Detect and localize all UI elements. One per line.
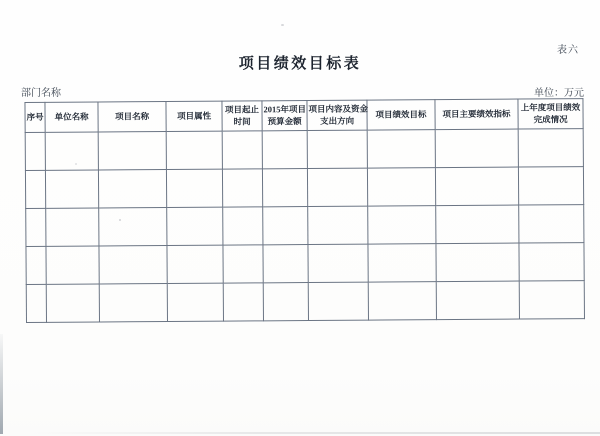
column-header-3: 项目属性 bbox=[166, 101, 222, 131]
column-header-2: 项目名称 bbox=[98, 102, 166, 132]
empty-cell bbox=[166, 169, 222, 207]
empty-cell bbox=[166, 131, 222, 169]
empty-cell bbox=[26, 208, 46, 246]
empty-cell bbox=[98, 170, 166, 208]
empty-cell bbox=[262, 131, 307, 169]
column-header-6: 项目内容及资金 支出方向 bbox=[307, 100, 367, 130]
empty-cell bbox=[98, 132, 166, 170]
performance-table bbox=[24, 98, 585, 323]
empty-cell bbox=[519, 243, 584, 281]
department-name-label: 部门名称 bbox=[21, 88, 61, 99]
empty-cell bbox=[46, 208, 99, 246]
empty-cell bbox=[307, 168, 367, 206]
empty-cell bbox=[45, 132, 98, 170]
empty-cell bbox=[368, 206, 436, 244]
empty-cell bbox=[223, 245, 263, 283]
form-number-label: 表六 bbox=[557, 45, 579, 56]
empty-cell bbox=[99, 246, 167, 284]
table-row bbox=[26, 205, 584, 247]
scan-edge-shadow-left bbox=[0, 334, 3, 434]
empty-cell bbox=[262, 169, 307, 207]
empty-cell bbox=[436, 281, 519, 320]
empty-cell bbox=[223, 207, 263, 245]
column-header-7: 项目绩效目标 bbox=[367, 100, 435, 130]
empty-cell bbox=[223, 283, 263, 321]
empty-cell bbox=[435, 129, 518, 168]
empty-cell bbox=[436, 205, 519, 244]
column-header-0: 序号 bbox=[25, 102, 45, 132]
empty-cell bbox=[167, 283, 223, 321]
empty-cell bbox=[367, 130, 435, 168]
empty-cell bbox=[99, 284, 167, 322]
empty-cell bbox=[263, 283, 308, 321]
table-row bbox=[25, 129, 583, 171]
column-header-5: 2015年项目 预算金额 bbox=[262, 101, 307, 131]
empty-cell bbox=[26, 284, 46, 322]
empty-cell bbox=[519, 281, 584, 319]
empty-cell bbox=[26, 246, 46, 284]
table-row bbox=[26, 243, 584, 285]
empty-cell bbox=[167, 245, 223, 283]
column-header-1: 单位名称 bbox=[45, 102, 98, 132]
empty-cell bbox=[222, 131, 262, 169]
empty-cell bbox=[308, 282, 368, 320]
empty-cell bbox=[46, 246, 99, 284]
empty-cell bbox=[368, 282, 436, 320]
unit-label: 单位：万元 bbox=[534, 88, 584, 99]
column-header-8: 项目主要绩效指标 bbox=[435, 99, 518, 130]
empty-cell bbox=[46, 284, 99, 322]
empty-cell bbox=[45, 170, 98, 208]
empty-cell bbox=[435, 167, 518, 206]
header-row bbox=[25, 99, 583, 133]
performance-target-table bbox=[24, 98, 588, 323]
empty-cell bbox=[307, 130, 367, 168]
empty-cell bbox=[25, 132, 45, 170]
empty-cell bbox=[518, 129, 583, 167]
empty-cell bbox=[263, 245, 308, 283]
meta-row bbox=[21, 84, 584, 99]
empty-cell bbox=[308, 244, 368, 282]
page-title: 项目绩效目标表 bbox=[238, 56, 362, 72]
empty-cell bbox=[25, 170, 45, 208]
empty-cell bbox=[368, 244, 436, 282]
column-header-4: 项目起止 时间 bbox=[222, 101, 262, 131]
scan-edge-shadow-bottom bbox=[30, 432, 600, 434]
empty-cell bbox=[367, 168, 435, 206]
empty-cell bbox=[263, 207, 308, 245]
empty-cell bbox=[99, 208, 167, 246]
empty-cell bbox=[308, 206, 368, 244]
empty-cell bbox=[222, 169, 262, 207]
empty-cell bbox=[167, 207, 223, 245]
table-row bbox=[25, 167, 583, 209]
scan-speck bbox=[281, 24, 284, 26]
table-row bbox=[26, 281, 584, 323]
empty-cell bbox=[518, 167, 583, 205]
column-header-9: 上年度项目绩效 完成情况 bbox=[518, 99, 583, 129]
empty-cell bbox=[519, 205, 584, 243]
empty-cell bbox=[436, 243, 519, 282]
